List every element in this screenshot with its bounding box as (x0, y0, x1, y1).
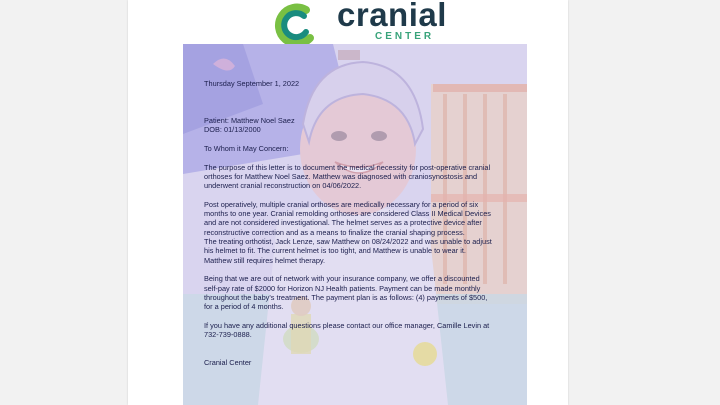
patient-name: Patient: Matthew Noel Saez (204, 116, 295, 126)
text-line: Matthew still requires helmet therapy. (204, 255, 326, 265)
text-line: Being that we are out of network with your insurance company, we offer a discounted (204, 274, 480, 284)
text-line: If you have any additional questions please contact our office manager, Camille Levin at (204, 320, 490, 330)
text-line: The purpose of this letter is to document the medical necessity for post-operative cranial (204, 162, 491, 172)
text-line: and are not considered investigational. The helmet serves as a protective device after (204, 218, 482, 228)
text-line: 732-739-0888. (204, 330, 252, 340)
text-line: The treating orthotist, Jack Lenze, saw Matthew on 08/24/2022 and was unable to adjust (204, 237, 492, 247)
left-margin (0, 0, 128, 405)
salutation: To Whom it May Concern: (204, 144, 289, 154)
text-line: throughout the baby's treatment. The payment plan is as follows: (4) payments of $500, (204, 292, 488, 302)
text-line: underwent cranial reconstruction on 04/06/2022. (204, 181, 362, 191)
letter-date: Thursday September 1, 2022 (204, 79, 300, 88)
paragraph-contact (204, 321, 520, 340)
text-line: Post operatively, multiple cranial orthoses are medically necessary for a period of six (204, 199, 479, 209)
right-margin (568, 0, 720, 405)
text-line: for a period of 4 months. (204, 302, 284, 312)
signoff: Cranial Center (204, 357, 252, 367)
text-line: his helmet to fit. The current helmet is too tight, and Matthew is unable to wear it. (204, 246, 466, 256)
letter-body (204, 79, 520, 367)
text-line: orthoses for Matthew Noel Saez. Matthew was diagnosed with craniosynostosis and (204, 171, 478, 181)
logo-wordmark: cranial (337, 0, 447, 33)
paragraph-payment (204, 274, 520, 311)
text-line: reconstructive correction and as a means to finalize the cranial shaping process. (204, 227, 465, 237)
text-line: months to one year. Cranial remolding orthoses are considered Class II Medical Devices (204, 209, 491, 219)
paragraph-purpose (204, 163, 520, 191)
paragraph-medical-necessity (204, 200, 520, 265)
patient-dob: DOB: 01/13/2000 (204, 125, 261, 135)
logo-subtitle: CENTER (375, 31, 435, 42)
text-line: self-pay rate of $2000 for Horizon NJ Health patients. Payment can be made monthly (204, 283, 481, 293)
